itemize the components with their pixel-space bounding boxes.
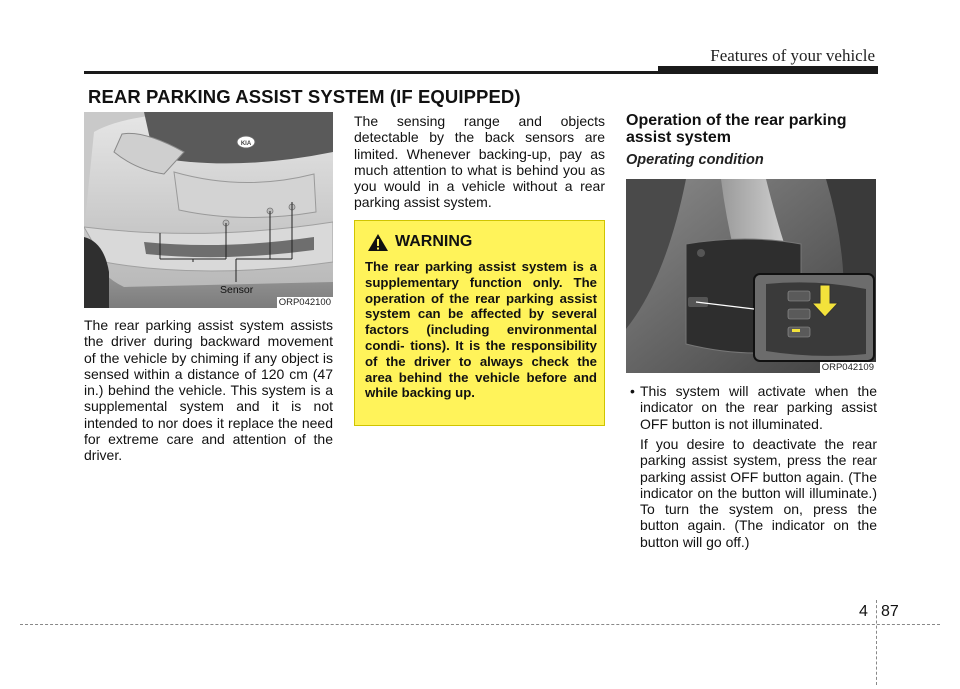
rear-bumper-illustration [84, 112, 333, 308]
deactivation-paragraph: If you desire to deactivate the rear parking assist system, press the rear parking assist OFF button again. (The indicator on the button will illuminate.) To turn the system on, press the button again. (The indicator on the button will go off.) [640, 436, 877, 550]
warning-icon [367, 233, 389, 252]
middle-intro-paragraph: The sensing range and objects detectable by the back sensors are limited. Whenever backing-up, pay as much attention to what is behind you as you would in a vehicle without a rear parking assist system. [354, 113, 605, 211]
running-header: Features of your vehicle [710, 46, 875, 65]
footer-divider [876, 600, 877, 685]
rear-bumper-photo [84, 112, 333, 308]
figure-caption-left: ORP042100 [278, 297, 331, 308]
operating-condition-heading: Operating condition [626, 152, 764, 168]
warning-text: The rear parking assist system is a supplementary function only. The operation of the rear parking assist system can be affected by several factors (including environmental condi- tions). It is the responsibility of the driver to always check the area behind the vehicle before and while backing up. [365, 259, 597, 401]
figure-caption-right: ORP042109 [821, 362, 874, 373]
left-intro-paragraph: The rear parking assist system assists the driver during backward movement of the vehicle by chiming if any object is sensed within a distance of 120 cm (47 in.) behind the vehicle. This system is a supplemental system and it is not intended to nor does it replace the need for extreme care and attention of the driver. [84, 317, 333, 464]
header-rule-tab [658, 66, 878, 74]
chapter-number: 4 [859, 603, 868, 620]
shifter-illustration [626, 179, 876, 373]
warning-box [354, 220, 605, 426]
footer-rule [20, 624, 940, 625]
bullet-marker: • [630, 383, 635, 399]
shifter-photo [626, 179, 876, 373]
page-number: 87 [881, 603, 899, 620]
kia-badge: KIA [240, 141, 252, 147]
warning-title: WARNING [395, 233, 473, 250]
bullet-activation-text: This system will activate when the indicator on the rear parking assist OFF button is not illuminated. [640, 383, 877, 432]
section-title: REAR PARKING ASSIST SYSTEM (IF EQUIPPED) [88, 86, 521, 107]
sensor-label: Sensor [220, 284, 254, 296]
operation-heading: Operation of the rear parking assist system [626, 112, 847, 146]
